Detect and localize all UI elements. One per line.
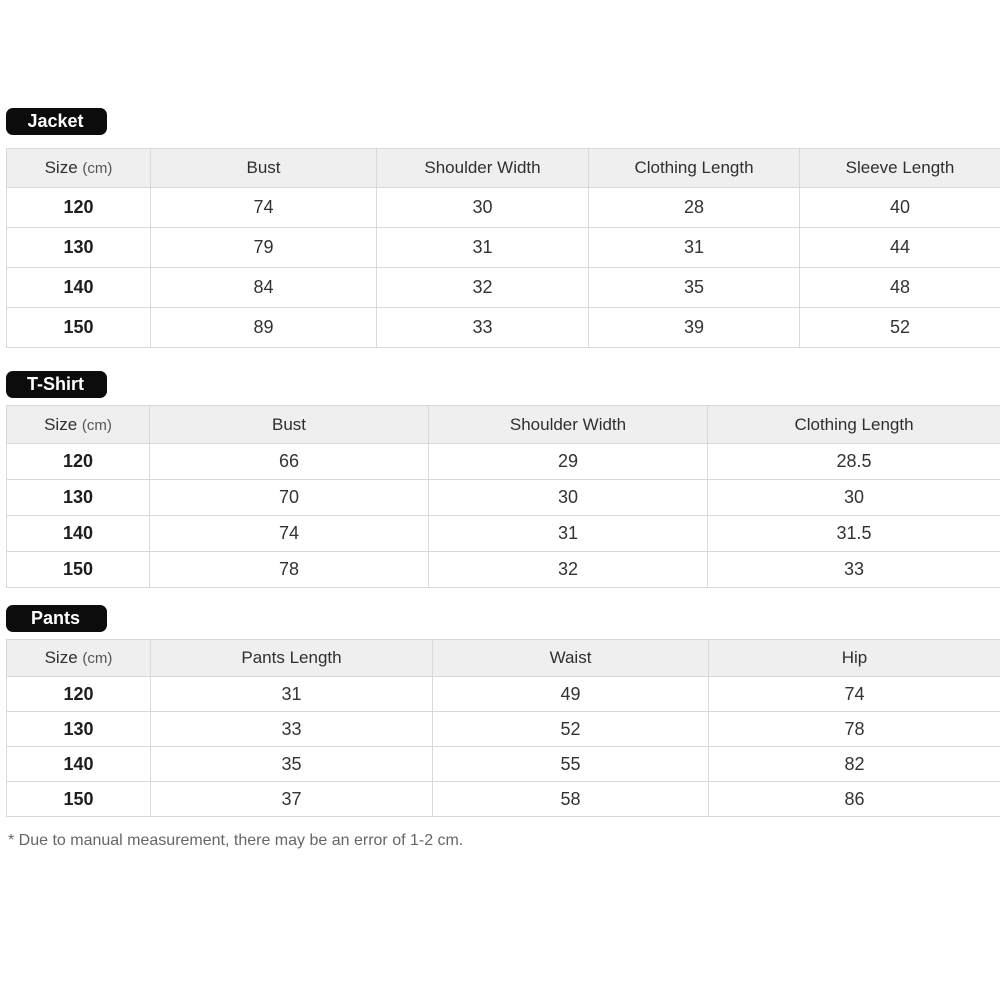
tshirt-section-title: T-Shirt xyxy=(6,371,107,398)
table-cell: 55 xyxy=(433,747,709,782)
table-cell: 31 xyxy=(377,228,589,268)
table-cell: 49 xyxy=(433,677,709,712)
measurement-footnote: * Due to manual measurement, there may be an error of 1-2 cm. xyxy=(8,832,464,849)
size-cell: 140 xyxy=(7,516,150,552)
table-cell: 35 xyxy=(151,747,433,782)
size-cell: 140 xyxy=(7,268,151,308)
table-cell: 32 xyxy=(429,552,708,588)
table-header-row xyxy=(7,640,1000,677)
size-column-header xyxy=(7,406,150,444)
table-cell: 28 xyxy=(589,188,800,228)
table-cell: 29 xyxy=(429,444,708,480)
size-cell: 140 xyxy=(7,747,151,782)
size-cell: 130 xyxy=(7,712,151,747)
table-row xyxy=(7,782,1000,817)
column-header: Waist xyxy=(433,640,709,677)
column-header: Shoulder Width xyxy=(377,149,589,188)
table-cell: 31 xyxy=(151,677,433,712)
column-header: Shoulder Width xyxy=(429,406,708,444)
size-cell: 120 xyxy=(7,444,150,480)
size-cell: 150 xyxy=(7,782,151,817)
table-cell: 74 xyxy=(151,188,377,228)
column-header: Clothing Length xyxy=(708,406,1000,444)
column-header: Sleeve Length xyxy=(800,149,1000,188)
table-cell: 74 xyxy=(709,677,1000,712)
table-cell: 33 xyxy=(151,712,433,747)
table-cell: 31 xyxy=(429,516,708,552)
table-cell: 28.5 xyxy=(708,444,1000,480)
tshirt-size-table xyxy=(6,405,1000,588)
table-cell: 37 xyxy=(151,782,433,817)
table-row xyxy=(7,516,1000,552)
column-header: Clothing Length xyxy=(589,149,800,188)
table-cell: 78 xyxy=(150,552,429,588)
table-cell: 84 xyxy=(151,268,377,308)
table-header-row xyxy=(7,406,1000,444)
unit-label: (cm) xyxy=(81,416,112,434)
table-row xyxy=(7,747,1000,782)
table-row xyxy=(7,677,1000,712)
jacket-section-title: Jacket xyxy=(6,108,107,135)
table-header-row xyxy=(7,149,1000,188)
table-cell: 30 xyxy=(708,480,1000,516)
size-cell: 130 xyxy=(7,228,151,268)
table-cell: 52 xyxy=(433,712,709,747)
table-cell: 52 xyxy=(800,308,1000,348)
size-column-header xyxy=(7,149,151,188)
pants-size-table xyxy=(6,639,1000,817)
size-column-header xyxy=(7,640,151,677)
pants-section-title: Pants xyxy=(6,605,107,632)
size-cell: 150 xyxy=(7,552,150,588)
table-row xyxy=(7,188,1000,228)
size-label: Size xyxy=(44,414,78,434)
table-row xyxy=(7,712,1000,747)
size-label: Size xyxy=(44,648,78,667)
table-cell: 79 xyxy=(151,228,377,268)
table-cell: 30 xyxy=(429,480,708,516)
table-cell: 89 xyxy=(151,308,377,348)
table-row xyxy=(7,552,1000,588)
table-cell: 66 xyxy=(150,444,429,480)
column-header: Pants Length xyxy=(151,640,433,677)
table-row xyxy=(7,228,1000,268)
unit-label: (cm) xyxy=(82,160,113,177)
size-cell: 120 xyxy=(7,677,151,712)
table-cell: 48 xyxy=(800,268,1000,308)
table-row xyxy=(7,444,1000,480)
table-cell: 40 xyxy=(800,188,1000,228)
size-cell: 130 xyxy=(7,480,150,516)
size-cell: 150 xyxy=(7,308,151,348)
table-row xyxy=(7,308,1000,348)
table-cell: 35 xyxy=(589,268,800,308)
unit-label: (cm) xyxy=(82,650,113,667)
table-cell: 70 xyxy=(150,480,429,516)
table-cell: 86 xyxy=(709,782,1000,817)
table-cell: 32 xyxy=(377,268,589,308)
table-cell: 30 xyxy=(377,188,589,228)
table-cell: 31 xyxy=(589,228,800,268)
table-cell: 44 xyxy=(800,228,1000,268)
table-row xyxy=(7,268,1000,308)
table-cell: 78 xyxy=(709,712,1000,747)
table-cell: 58 xyxy=(433,782,709,817)
size-cell: 120 xyxy=(7,188,151,228)
column-header: Bust xyxy=(151,149,377,188)
size-label: Size xyxy=(44,158,78,177)
table-cell: 33 xyxy=(377,308,589,348)
table-cell: 74 xyxy=(150,516,429,552)
column-header: Hip xyxy=(709,640,1000,677)
jacket-size-table xyxy=(6,148,1000,348)
table-cell: 31.5 xyxy=(708,516,1000,552)
column-header: Bust xyxy=(150,406,429,444)
table-cell: 82 xyxy=(709,747,1000,782)
table-cell: 33 xyxy=(708,552,1000,588)
table-row xyxy=(7,480,1000,516)
table-cell: 39 xyxy=(589,308,800,348)
